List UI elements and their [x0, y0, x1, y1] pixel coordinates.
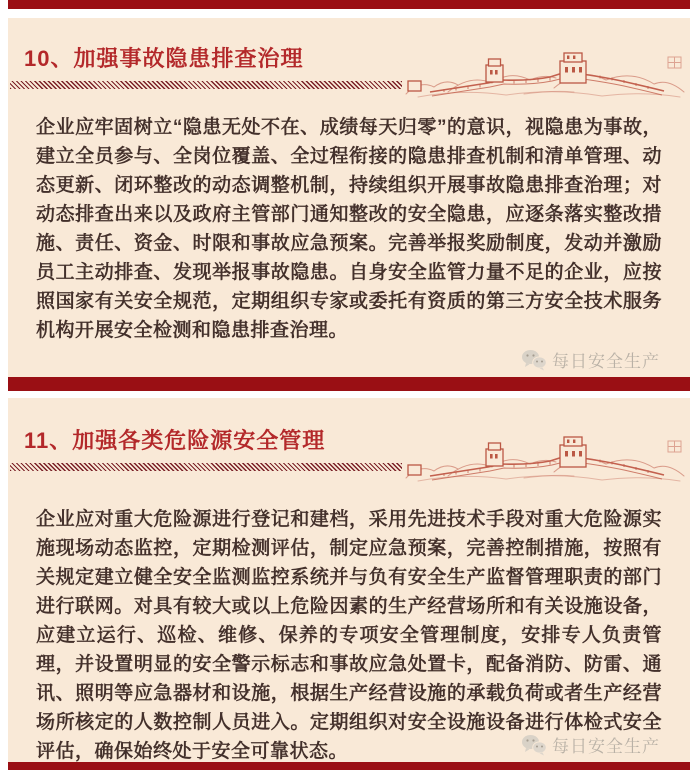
- seal-stamp-icon: [668, 441, 681, 452]
- wechat-icon: [521, 734, 547, 756]
- section-divider-bar: [8, 377, 690, 391]
- section-title-10: 10、加强事故隐患排查治理: [24, 46, 304, 71]
- top-divider-bar: [8, 0, 690, 9]
- hatch-divider: [10, 81, 402, 89]
- great-wall-illustration: [404, 50, 686, 102]
- section-title-11: 11、加强各类危险源安全管理: [24, 428, 326, 453]
- wechat-icon: [521, 349, 547, 371]
- section-body-10: 企业应牢固树立“隐患无处不在、成绩每天归零”的意识，视隐患为事故，建立全员参与、全岗位覆盖、全过程衔接的隐患排查机制和清单管理、动态更新、闭环整改的动态调整机制，持续组织开展事故隐患排查治理；对动态排查出来以及政府主管部门通知整改的安全隐患，应逐条落实整改措施、责任、资金、时限和事故应急预案。完善举报奖励制度，发动并激励员工主动排查、发现举报事故隐患。自身安全监管力量不足的企业，应按照国家有关安全规范，定期组织专家或委托有资质的第三方安全技术服务机构开展安全检测和隐患排查治理。: [36, 117, 662, 341]
- watermark: [521, 347, 660, 372]
- watermark-text: 每日安全生产: [552, 737, 660, 756]
- bottom-divider-bar: [8, 762, 690, 770]
- great-wall-illustration: [404, 434, 686, 486]
- hatch-divider: [10, 463, 402, 471]
- section-card-11: [8, 398, 690, 762]
- section-card-10: [8, 18, 690, 377]
- section-body-11: 企业应对重大危险源进行登记和建档，采用先进技术手段对重大危险源实施现场动态监控，定期检测评估，制定应急预案，完善控制措施，按照有关规定建立健全安全监测监控系统并与负有安全生产监督管理职责的部门进行联网。对具有较大或以上危险因素的生产经营场所和有关设施设备，应建立运行、巡检、维修、保养的专项安全管理制度，安排专人负责管理，并设置明显的安全警示标志和事故应急处置卡，配备消防、防雷、通讯、照明等应急器材和设施，根据生产经营设施的承载负荷或者生产经营场所核定的人数控制人员进入。定期组织对安全设施设备进行体检式安全评估，确保始终处于安全可靠状态。: [36, 509, 662, 762]
- watermark: [521, 732, 660, 757]
- seal-stamp-icon: [668, 57, 681, 68]
- watermark-text: 每日安全生产: [552, 352, 660, 371]
